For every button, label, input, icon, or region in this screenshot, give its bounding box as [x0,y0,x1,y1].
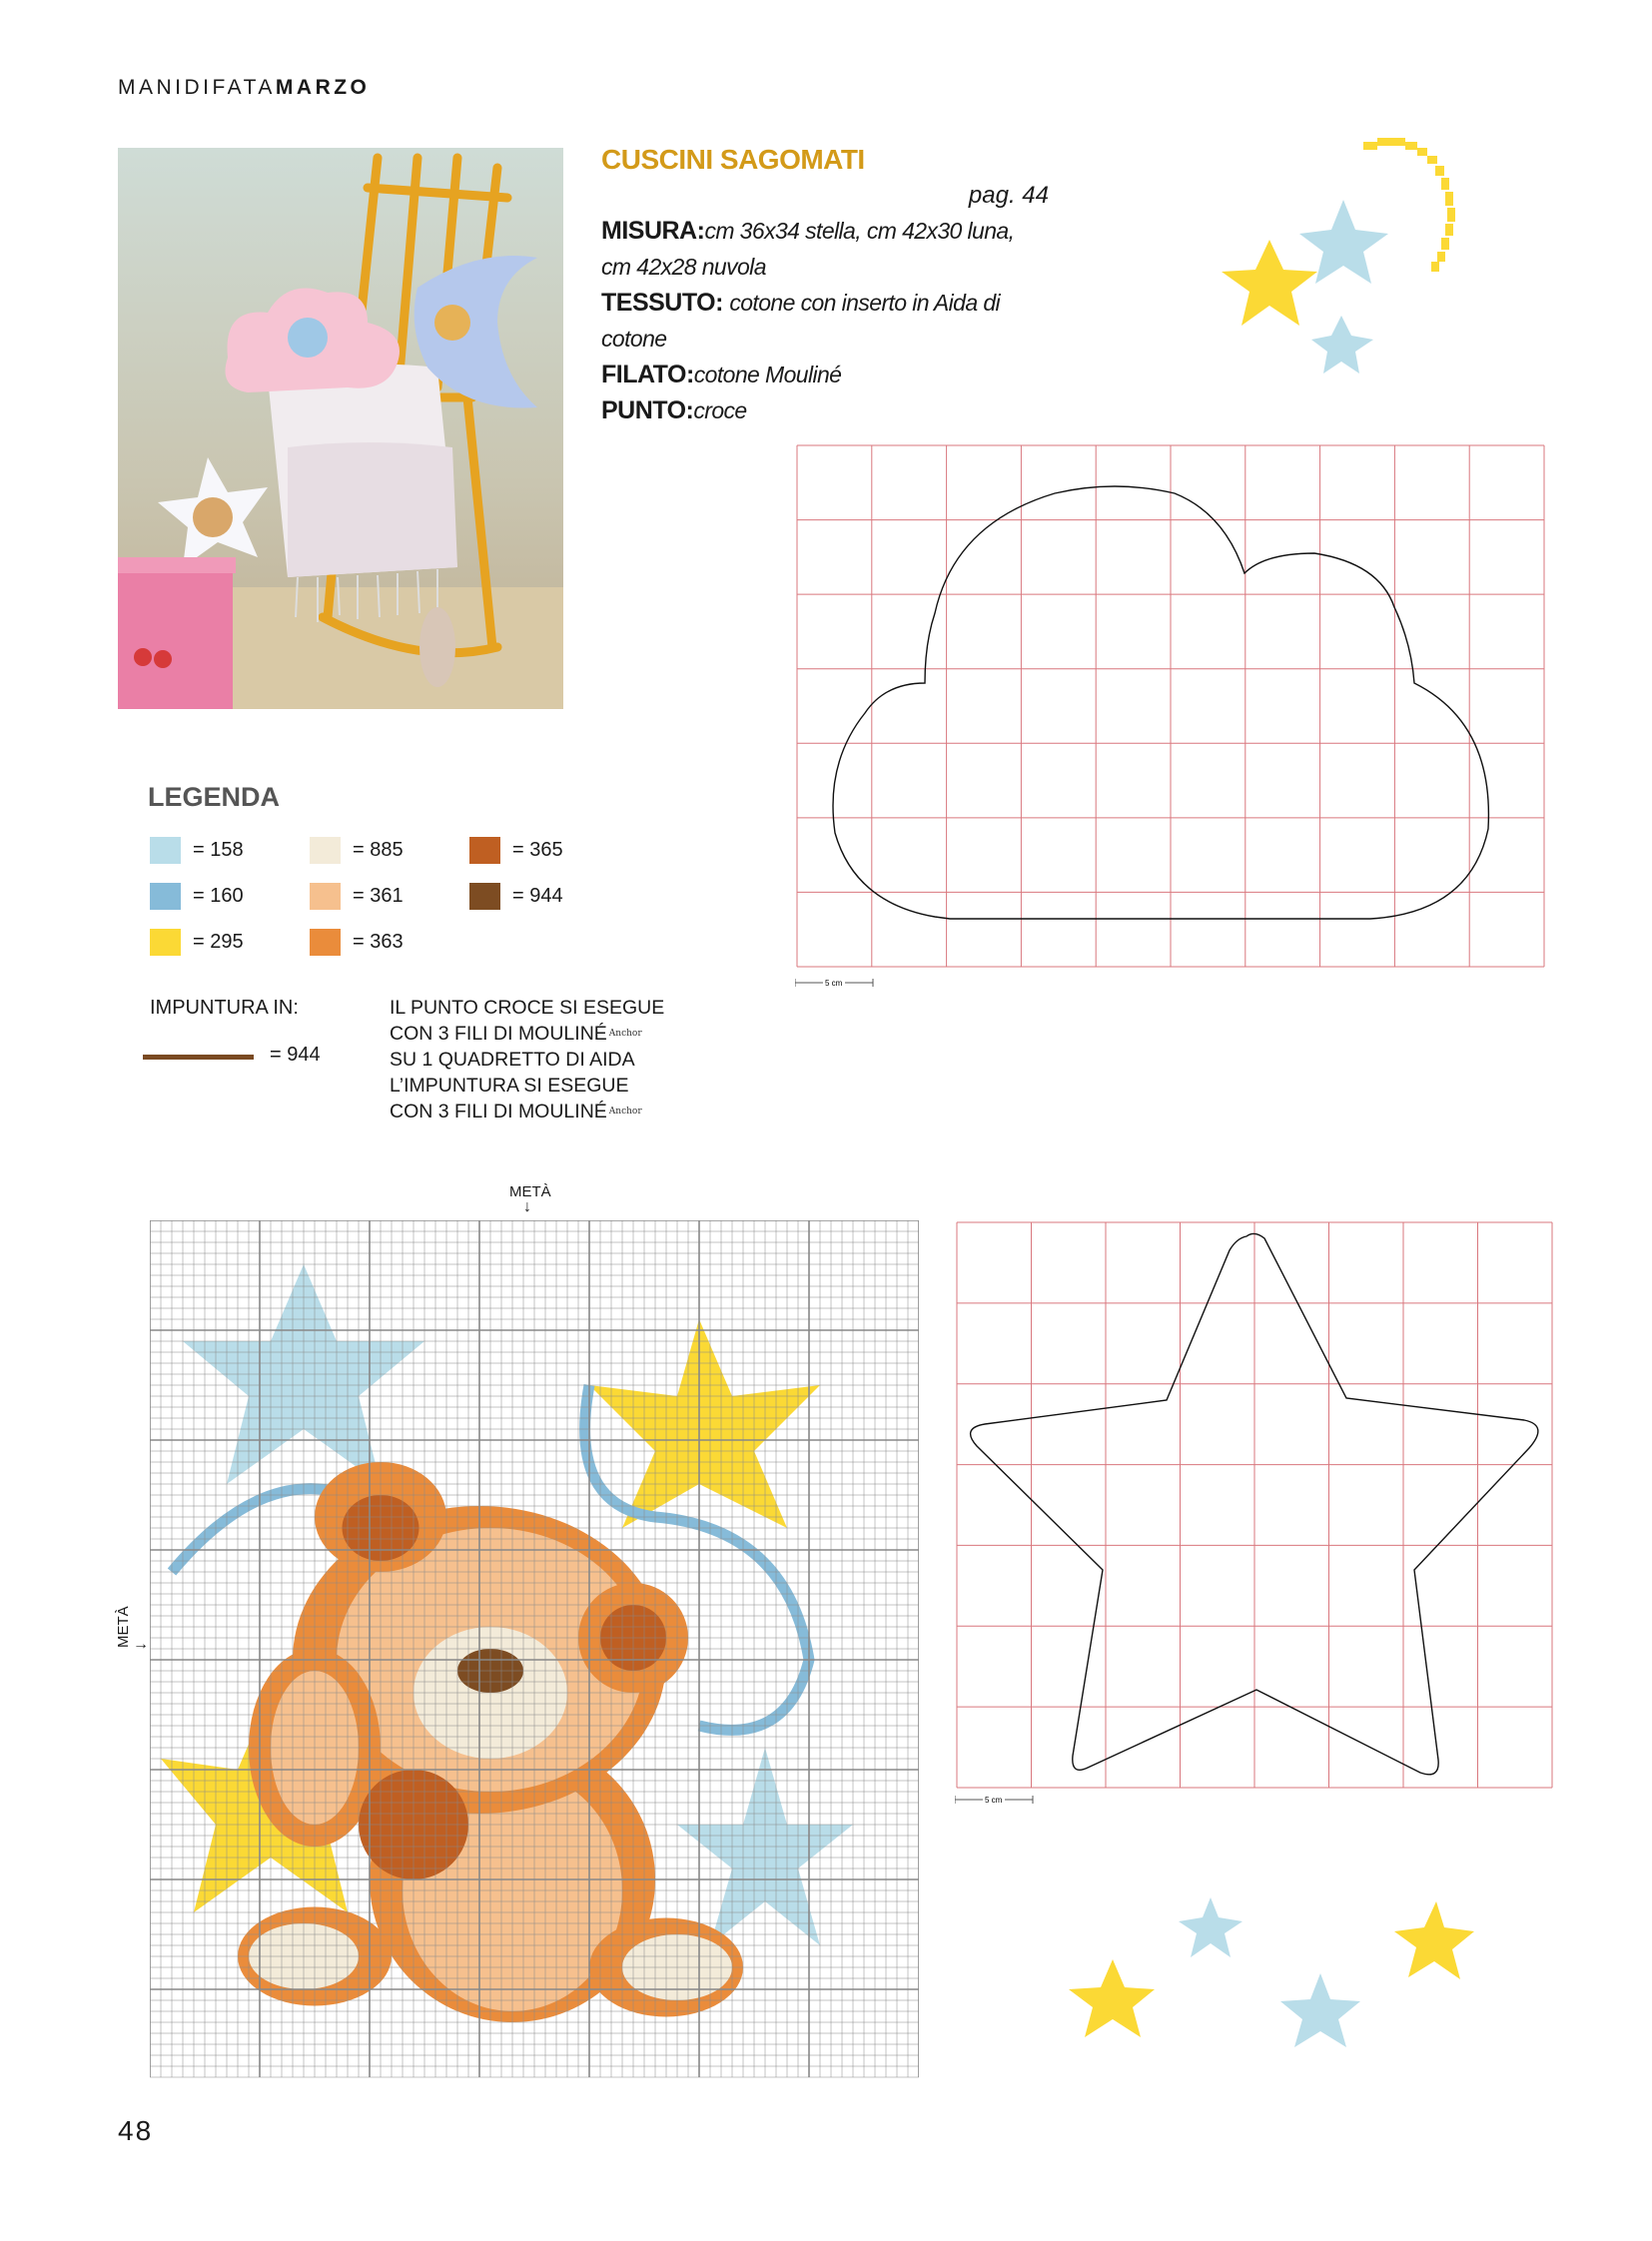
backstitch-title: IMPUNTURA IN: [150,997,299,1019]
arrow-right-icon: → [133,1636,149,1653]
legend-swatch [150,837,181,864]
legend-item [469,837,563,864]
legend-label: = 944 [512,885,563,907]
magazine-header [118,76,370,100]
stitch-instructions [390,995,664,1124]
legend-label: = 365 [512,839,563,861]
legend-column-2 [310,837,404,956]
legend-swatch [469,883,500,910]
decorative-stars-top [1214,130,1513,409]
star-icon [1394,1901,1474,1979]
page-number: 48 [118,2115,154,2146]
legend-label: = 363 [353,931,404,953]
star-icon [1222,240,1317,326]
legend-column-1 [150,837,244,956]
spec-yarn [601,357,1071,392]
legend-title: LEGENDA [148,782,281,812]
project-title: CUSCINI SAGOMATI [601,144,865,175]
spec-value: cotone con inserto in Aida di [729,290,1001,316]
star-icon [1299,200,1388,284]
star-icon [1311,316,1373,374]
cloud-outline [833,486,1488,919]
cross-stitch-chart [150,1220,919,2081]
instruction-text: CON 3 FILI DI MOULINÉ [390,1101,607,1122]
spec-value: cm 42x28 nuvola [601,254,766,280]
magazine-month: MARZO [275,76,371,99]
legend-item [150,837,244,864]
legend-label: = 158 [193,839,244,861]
legend-swatch [469,837,500,864]
template-grid [957,1222,1552,1788]
legend-swatch [310,929,341,956]
legend-label: = 885 [353,839,404,861]
backstitch-code: = 944 [270,1044,321,1066]
instruction-line: IL PUNTO CROCE SI ESEGUE [390,997,665,1019]
legend-swatch [150,883,181,910]
legend-column-3 [469,837,563,910]
star-icon [1179,1897,1242,1957]
center-marker-top [509,1183,551,1214]
magazine-brand: MANIDIFATA [118,76,276,99]
spec-value: cotone Mouliné [693,362,842,387]
spec-fabric [601,285,1071,321]
instruction-line [390,1021,664,1047]
legend-item [310,929,404,956]
spec-label: FILATO: [601,361,694,388]
legend-item [150,929,244,956]
legend-label: = 160 [193,885,244,907]
anchor-logo-icon: Anchor [608,1107,642,1117]
center-label: METÀ [115,1606,132,1648]
center-label: METÀ [509,1183,551,1200]
anchor-logo-icon: Anchor [608,1029,642,1039]
legend-item [310,837,404,864]
instruction-text: CON 3 FILI DI MOULINÉ [390,1023,607,1045]
spec-label: TESSUTO: [601,289,723,317]
star-template [955,1220,1554,1820]
scale-label: 5 cm [825,979,843,988]
project-specs [601,213,1071,428]
arrow-down-icon: ↓ [523,1198,531,1215]
star-icon [1280,1973,1360,2047]
legend-swatch [310,883,341,910]
legend-item [150,883,244,910]
legend-label: = 295 [193,931,244,953]
spec-size-cont [601,249,1071,285]
backstitch-line-sample [143,1055,254,1060]
spec-size [601,213,1071,249]
template-grid [797,445,1544,967]
star-icon [1069,1959,1155,2037]
spec-value: cm 36x34 stella, cm 42x30 luna, [704,218,1015,244]
decorative-stars-bottom [1049,1887,1508,2097]
cloud-template [795,443,1546,1003]
spec-stitch [601,392,1071,428]
legend-swatch [150,929,181,956]
legend-label: = 361 [353,885,404,907]
spec-value: croce [693,397,747,423]
instruction-line: L’IMPUNTURA SI ESEGUE [390,1075,629,1097]
scale-label: 5 cm [985,1796,1003,1805]
spec-label: PUNTO: [601,396,694,424]
legend-item [469,883,563,910]
legend-item [310,883,404,910]
legend-swatch [310,837,341,864]
product-photo [118,148,563,709]
center-marker-left [115,1606,132,1648]
instruction-line: SU 1 QUADRETTO DI AIDA [390,1049,635,1071]
spec-label: MISURA: [601,217,705,245]
instruction-line [390,1099,664,1124]
spec-fabric-cont [601,321,1071,357]
spec-value: cotone [601,326,667,352]
page-reference: pag. 44 [968,182,1049,209]
